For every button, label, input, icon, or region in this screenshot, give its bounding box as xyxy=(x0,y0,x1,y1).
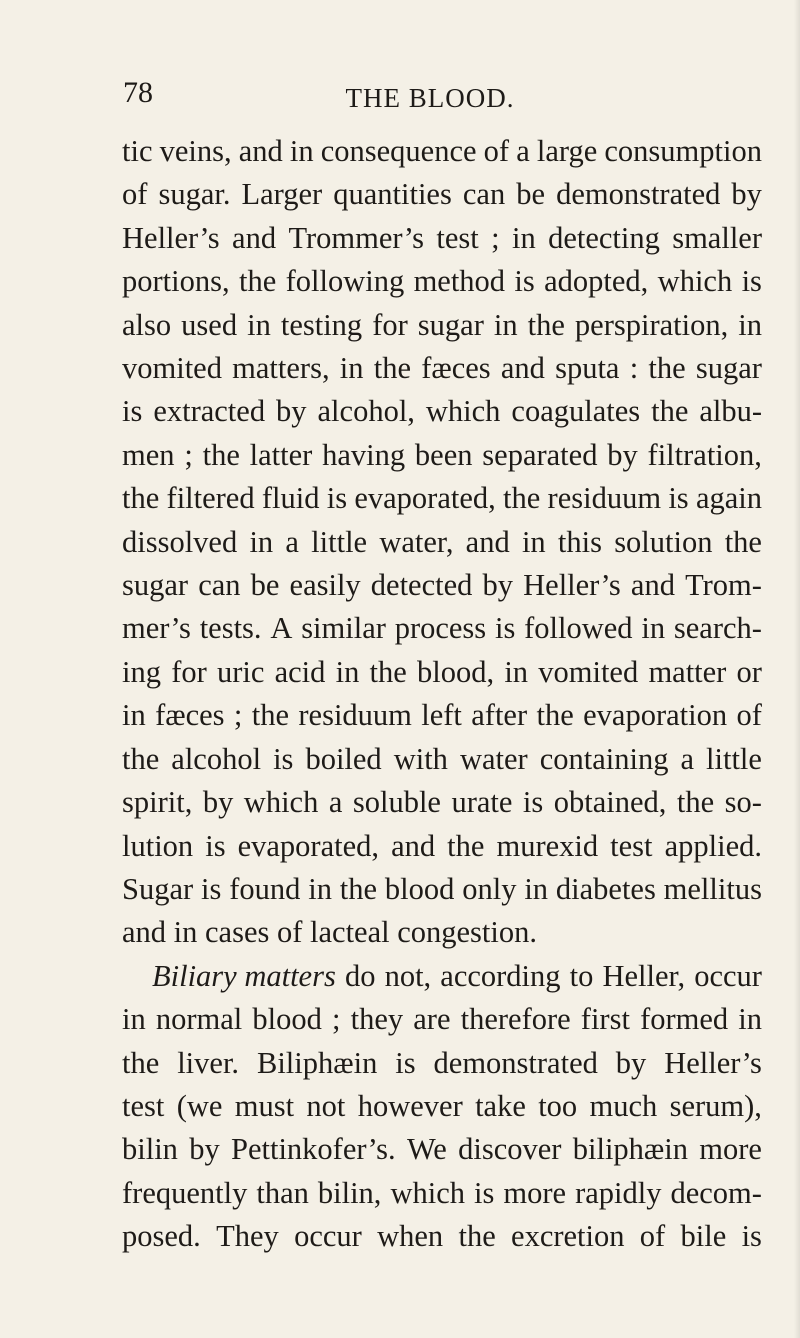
word: Biliphæin xyxy=(256,1045,378,1080)
book-page: 78 THE BLOOD. tic veins, and in consequence of a large consumption of sugar. Larger quantities can be demonstrated by Heller’s and Trommer’s test ; in detecting smaller portions, the following method is adopted, which is also used in testing for sugar in the perspiration, in vomited matters, in the fæces and sputa : the sugar is extracted by alcohol, which coagulates the albu- men ; the latter having been separated by filtration, the filtered fluid is evaporated, the residuum is again dissolved in a little water, and in this solution the sugar can be easily detected by Heller’s and Trom- mer’s tests. A similar process is followed in search- ing for uric acid in the blood, in vomited matter or in fæces ; the residuum left after the evaporation of the alcohol is boiled with water containing a little spirit, by which a soluble urate is obtained, the so- lution is evaporated, and the murexid test applied. Sugar is found in the blood only in diabetes mellitus and in cases of lacteal congestion. Biliary matters do not, according to Heller, occur in normal blood ; they are therefore first formed in the liver. Biliphæin is demonstrated by Heller’s test (we must not however take too much serum), bilin by Pettinkofer’s. We discover biliphæin more frequently than bilin, which is more rapidly decom- posed. They occur when the excretion of bile is xyxy=(0,0,800,1338)
word: also xyxy=(122,307,172,342)
word: the xyxy=(339,871,378,906)
word: filtered xyxy=(166,481,255,516)
word: tests. xyxy=(199,611,262,646)
word: vomited xyxy=(538,654,639,689)
word: by xyxy=(615,1045,647,1080)
word: men xyxy=(122,437,175,472)
word: after xyxy=(471,698,528,733)
word: water xyxy=(459,741,528,776)
word: which xyxy=(657,264,733,299)
word: and xyxy=(465,524,510,559)
word: water, xyxy=(379,524,454,559)
word: in xyxy=(504,654,529,689)
word: more xyxy=(699,1132,762,1167)
word: do xyxy=(344,958,376,993)
word: discover xyxy=(458,1132,562,1167)
word: when xyxy=(377,1219,444,1254)
word: urate xyxy=(451,785,513,820)
word: demonstrated xyxy=(556,177,721,212)
text-line xyxy=(122,738,762,781)
word: occur xyxy=(694,958,762,993)
word: the xyxy=(369,654,407,689)
word: are xyxy=(413,1002,451,1037)
text-line xyxy=(122,1128,762,1171)
word: to xyxy=(569,958,594,993)
word: the xyxy=(238,264,277,299)
word: the xyxy=(122,481,160,516)
word: matters, xyxy=(232,351,330,386)
word: alcohol xyxy=(171,741,262,776)
word: sugar xyxy=(417,307,484,342)
word: frequently xyxy=(122,1175,248,1210)
word: been xyxy=(414,437,473,472)
word: followed xyxy=(524,611,633,646)
word: Larger xyxy=(241,177,323,212)
text-line xyxy=(122,390,762,433)
word: this xyxy=(557,524,602,559)
word: adopted, xyxy=(544,264,649,299)
word: normal xyxy=(155,1002,243,1037)
word: a xyxy=(680,741,695,776)
word: of xyxy=(483,134,510,168)
word: by xyxy=(731,177,762,212)
word: tic xyxy=(122,134,153,168)
word: biliphæin xyxy=(572,1132,688,1167)
word: is xyxy=(522,785,544,820)
word: spirit, xyxy=(122,785,193,820)
word: applied. xyxy=(664,828,762,863)
text-line xyxy=(122,825,762,868)
word: liver. xyxy=(177,1045,240,1080)
word: more xyxy=(503,1175,567,1210)
italic-term: Biliary matters xyxy=(152,958,336,993)
word: vomited xyxy=(122,351,222,386)
word: is xyxy=(668,481,689,516)
word: Heller’s xyxy=(122,220,220,255)
word: murexid xyxy=(496,828,599,863)
word: Trom- xyxy=(685,568,762,603)
word: by xyxy=(276,394,307,429)
word: the xyxy=(503,481,541,516)
word: in xyxy=(247,307,271,342)
word: fæces xyxy=(421,351,491,386)
word: similar xyxy=(301,611,386,646)
word: is xyxy=(205,828,226,863)
word: they xyxy=(350,1002,404,1037)
word: dissolved xyxy=(122,524,238,559)
word: Heller, xyxy=(602,958,686,993)
text-line xyxy=(122,694,762,737)
word: is xyxy=(201,871,222,906)
word: bilin xyxy=(122,1132,178,1167)
text-line xyxy=(122,434,762,477)
text-line xyxy=(122,1215,762,1258)
text-line xyxy=(122,564,762,607)
word: in xyxy=(511,220,536,255)
word: of xyxy=(122,177,148,212)
word: in xyxy=(289,134,314,168)
word: by xyxy=(202,785,234,820)
word: must xyxy=(234,1088,295,1123)
word: of xyxy=(639,1219,666,1254)
word: is xyxy=(494,611,516,646)
word: mer’s xyxy=(122,611,191,646)
word: in xyxy=(493,307,518,342)
word: a xyxy=(328,785,343,820)
word: the xyxy=(447,828,485,863)
word: evaporation xyxy=(583,698,728,733)
word: and xyxy=(391,828,436,863)
page-number: 78 xyxy=(123,76,153,109)
word: which xyxy=(243,785,319,820)
word: in xyxy=(335,654,360,689)
word: test xyxy=(122,1088,165,1123)
word: extracted xyxy=(153,394,266,429)
word: consumption xyxy=(604,134,762,168)
word: acid xyxy=(274,654,326,689)
word: in xyxy=(339,351,364,386)
word: blood xyxy=(384,871,455,906)
word: bile xyxy=(680,1219,727,1254)
word: process xyxy=(394,611,487,646)
word: test xyxy=(610,828,653,863)
word: serum), xyxy=(669,1088,762,1123)
word: is xyxy=(395,1045,416,1080)
word: the xyxy=(527,307,565,342)
word: Heller’s xyxy=(523,568,621,603)
word: ; xyxy=(184,437,193,472)
word: perspiration, xyxy=(574,307,729,342)
word: A xyxy=(270,611,293,646)
word: fluid xyxy=(261,481,320,516)
word: containing xyxy=(539,741,669,776)
word: ing xyxy=(122,654,161,689)
word: filtration, xyxy=(647,437,762,472)
word: is xyxy=(273,741,294,776)
word: Sugar xyxy=(122,871,194,906)
text-line xyxy=(122,998,762,1041)
word: much xyxy=(589,1088,658,1123)
word: matter xyxy=(648,654,727,689)
word: in xyxy=(308,871,332,906)
word: obtained, xyxy=(553,785,667,820)
word: soluble xyxy=(352,785,441,820)
word: the xyxy=(648,351,686,386)
word: Trommer’s xyxy=(288,220,425,255)
word: lution xyxy=(122,828,194,863)
word: sugar. xyxy=(158,177,231,212)
word: the xyxy=(122,741,160,776)
word: Pettinkofer’s. xyxy=(231,1132,396,1167)
word: bilin, xyxy=(317,1175,382,1210)
text-line xyxy=(122,260,762,303)
word: smaller xyxy=(672,220,762,255)
text-line xyxy=(122,521,762,564)
word: in xyxy=(122,1002,146,1037)
word: occur xyxy=(294,1219,362,1254)
word: too xyxy=(538,1088,578,1123)
word: evaporated, xyxy=(237,828,380,863)
word: be xyxy=(250,568,280,603)
word: according xyxy=(440,958,561,993)
word: ; xyxy=(332,1002,341,1037)
text-line xyxy=(122,173,762,216)
word: little xyxy=(311,524,368,559)
word: in xyxy=(122,698,146,733)
word: by xyxy=(607,437,638,472)
text-line-first xyxy=(122,955,762,998)
text-line xyxy=(122,1172,762,1215)
word: which xyxy=(390,1175,465,1210)
word: and xyxy=(238,134,283,168)
word: first xyxy=(580,1002,630,1037)
word: however xyxy=(357,1088,463,1123)
word: by xyxy=(189,1132,220,1167)
word: blood, xyxy=(417,654,495,689)
word: quantities xyxy=(333,177,452,212)
word: is xyxy=(122,394,143,429)
word: with xyxy=(393,741,448,776)
text-line xyxy=(122,1042,762,1085)
word: be xyxy=(516,177,546,212)
text-line xyxy=(122,217,762,260)
word: again xyxy=(695,481,762,516)
word: uric xyxy=(216,654,265,689)
text-line xyxy=(122,607,762,650)
word: which xyxy=(425,394,501,429)
word: residuum xyxy=(298,698,412,733)
word: can xyxy=(198,568,241,603)
word: alcohol, xyxy=(317,394,415,429)
word: We xyxy=(406,1132,447,1167)
word: used xyxy=(181,307,238,342)
running-title: THE BLOOD. xyxy=(345,83,515,113)
word: left xyxy=(421,698,462,733)
word: mellitus xyxy=(663,871,762,906)
word: search- xyxy=(673,611,762,646)
word: latter xyxy=(249,437,313,472)
word: They xyxy=(216,1219,279,1254)
word: is xyxy=(514,264,535,299)
word: in xyxy=(738,1002,762,1037)
word: albu- xyxy=(699,394,762,429)
text-line xyxy=(122,347,762,390)
word: for xyxy=(171,654,207,689)
word: is xyxy=(474,1175,495,1210)
text-line xyxy=(122,477,762,520)
word: separated xyxy=(482,437,598,472)
word: coagulates xyxy=(511,394,641,429)
word: is xyxy=(741,1219,762,1254)
word: detected xyxy=(370,568,473,603)
word: sputa xyxy=(555,351,620,386)
word: ; xyxy=(233,698,243,733)
word: : xyxy=(629,351,639,386)
word: found xyxy=(229,871,301,906)
word: of xyxy=(736,698,762,733)
word: residuum xyxy=(547,481,662,516)
word: by xyxy=(482,568,514,603)
word: in xyxy=(249,524,274,559)
text-line xyxy=(122,651,762,694)
word: the xyxy=(458,1219,496,1254)
word: detecting xyxy=(548,220,660,255)
text-line xyxy=(122,304,762,347)
word: in xyxy=(641,611,666,646)
word: the xyxy=(122,1045,160,1080)
word: boiled xyxy=(305,741,382,776)
word: test xyxy=(436,220,479,255)
text-line xyxy=(122,868,762,911)
word: little xyxy=(706,741,762,776)
word: the xyxy=(251,698,290,733)
word: rapidly xyxy=(575,1175,662,1210)
word: only xyxy=(462,871,517,906)
word: diabetes xyxy=(555,871,656,906)
word: excretion xyxy=(511,1219,625,1254)
word: and xyxy=(500,351,545,386)
word: the xyxy=(202,437,240,472)
word: following xyxy=(285,264,405,299)
word: for xyxy=(372,307,408,342)
word: veins, xyxy=(159,134,232,168)
word: take xyxy=(475,1088,526,1123)
word: in xyxy=(524,871,549,906)
word: having xyxy=(322,437,406,472)
word: is xyxy=(326,481,348,516)
word: consequence xyxy=(320,134,477,168)
word: demonstrated xyxy=(433,1045,598,1080)
word: the xyxy=(676,785,715,820)
word: is xyxy=(741,264,762,299)
word: sugar xyxy=(122,568,189,603)
word: and xyxy=(232,220,277,255)
word: a xyxy=(516,134,530,168)
word: so- xyxy=(724,785,762,820)
word: than xyxy=(256,1175,309,1210)
text-line xyxy=(122,130,762,173)
word: decom- xyxy=(670,1175,762,1210)
word: not xyxy=(306,1088,346,1123)
word: evaporated, xyxy=(354,481,496,516)
word: the xyxy=(724,524,762,559)
word: formed xyxy=(640,1002,729,1037)
word: posed. xyxy=(122,1219,201,1254)
word: in xyxy=(738,307,762,342)
word: blood xyxy=(252,1002,322,1037)
word: ; xyxy=(491,220,500,255)
word: the xyxy=(536,698,574,733)
word: portions, xyxy=(122,264,230,299)
word: or xyxy=(736,654,762,689)
word: testing xyxy=(280,307,363,342)
word: not, xyxy=(384,958,432,993)
word: Heller’s xyxy=(664,1045,762,1080)
word: therefore xyxy=(460,1002,571,1037)
word: the xyxy=(373,351,411,386)
word: fæces xyxy=(155,698,225,733)
word: in xyxy=(521,524,546,559)
page-edge-shadow xyxy=(794,0,800,1338)
word: the xyxy=(651,394,689,429)
text-line xyxy=(122,781,762,824)
text-line xyxy=(122,1085,762,1128)
word: can xyxy=(462,177,506,212)
word: sugar xyxy=(695,351,762,386)
word: (we xyxy=(176,1088,223,1123)
word: and xyxy=(630,568,675,603)
word: method xyxy=(413,264,506,299)
word: solution xyxy=(614,524,713,559)
word: a xyxy=(285,524,299,559)
word: easily xyxy=(289,568,361,603)
word: large xyxy=(536,134,598,168)
